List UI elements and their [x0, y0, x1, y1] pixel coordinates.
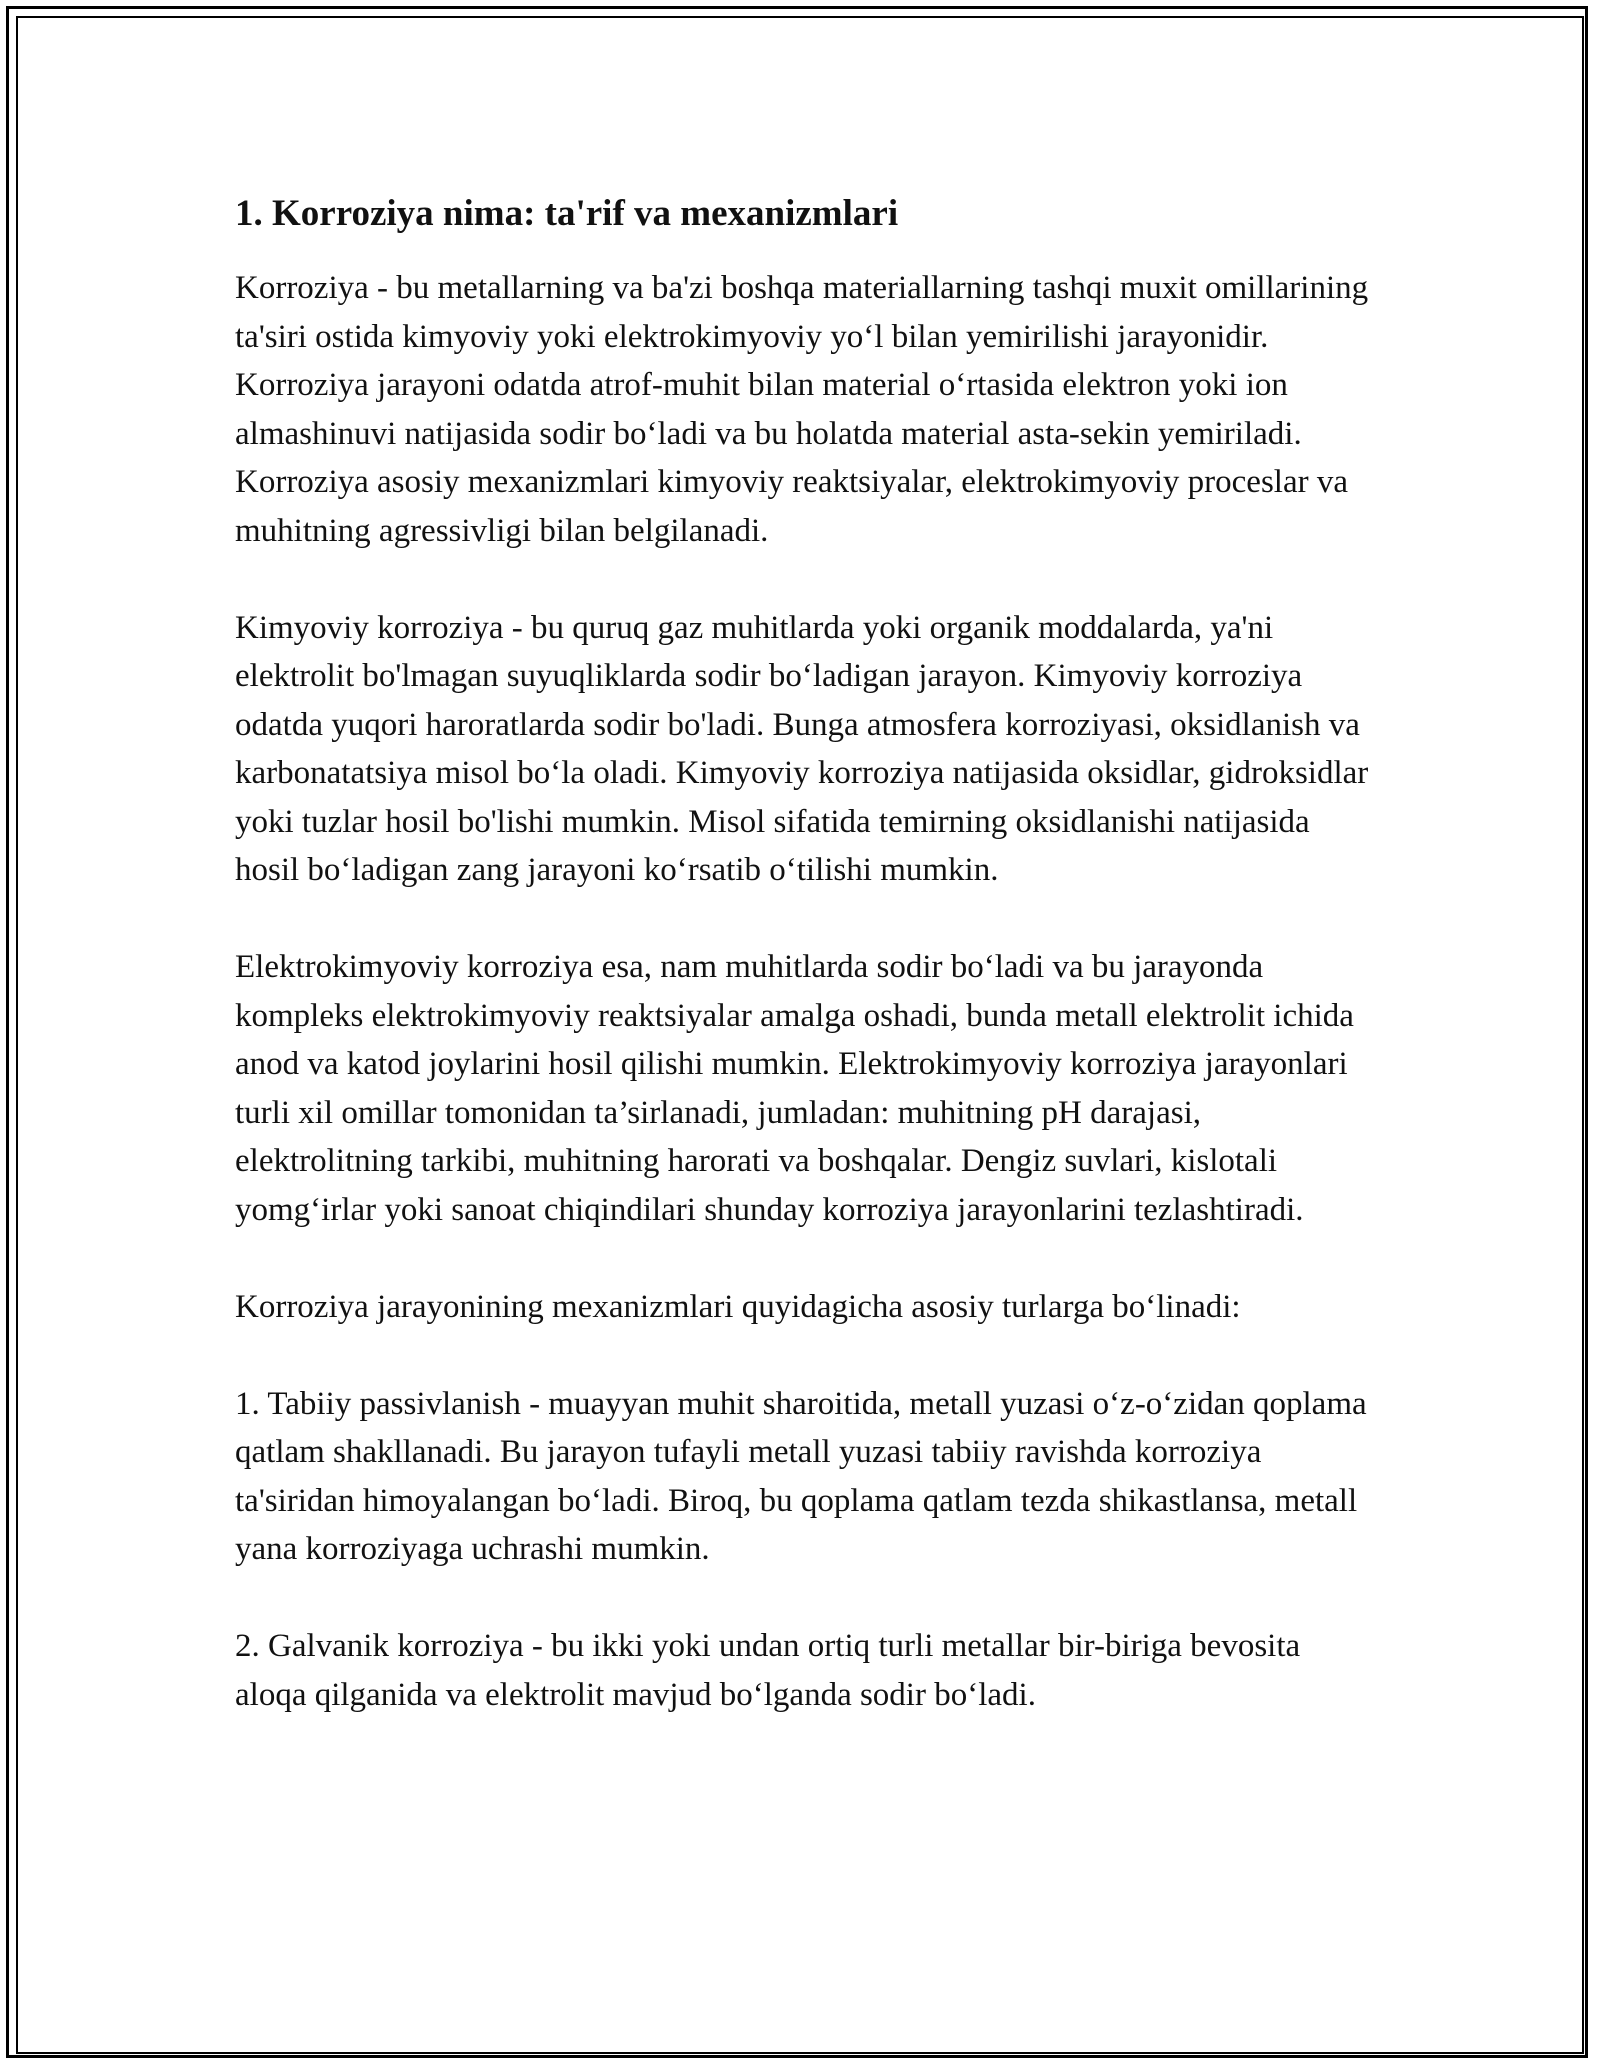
- paragraph-definition: Korroziya - bu metallarning va ba'zi boshqa materiallarning tashqi muxit omillarining ta'siri ostida kimyoviy yoki elektrokimyoviy yo‘l bilan yemirilishi jarayonidir. Korroziya jarayoni odatda atrof-muhit bilan material o‘rtasida elektron yoki ion almashinuvi natijasida sodir bo‘ladi va bu holatda material asta-sekin yemiriladi. Korroziya asosiy mexanizmlari kimyoviy reaktsiyalar, elektrokimyoviy proceslar va muhitning agressivligi bilan belgilanadi.: [235, 270, 1369, 549]
- paragraph-natural-passivation: 1. Tabiiy passivlanish - muayyan muhit sharoitida, metall yuzasi o‘z-o‘zidan qoplama qatlam shakllanadi. Bu jarayon tufayli metall yuzasi tabiiy ravishda korroziya ta'siridan himoyalangan bo‘ladi. Biroq, bu qoplama qatlam tezda shikastlansa, metall yana korroziyaga uchrashi mumkin.: [235, 1385, 1367, 1567]
- section-title: 1. Korroziya nima: ta'rif va mexanizmlari: [235, 193, 899, 234]
- document-body: [235, 190, 1375, 1719]
- paragraph-electrochemical-corrosion: Elektrokimyoviy korroziya esa, nam muhitlarda sodir bo‘ladi va bu jarayonda kompleks elektrokimyoviy reaktsiyalar amalga oshadi, bunda metall elektrolit ichida anod va katod joylarini hosil qilishi mumkin. Elektrokimyoviy korroziya jarayonlari turli xil omillar tomonidan ta’sirlanadi, jumladan: muhitning pH darajasi, elektrolitning tarkibi, muhitning harorati va boshqalar. Dengiz suvlari, kislotali yomg‘irlar yoki sanoat chiqindilari shunday korroziya jarayonlarini tezlashtiradi.: [235, 949, 1354, 1228]
- paragraph-galvanic-corrosion: 2. Galvanik korroziya - bu ikki yoki undan ortiq turli metallar bir-biriga bevosita aloqa qilganida va elektrolit mavjud bo‘lganda sodir bo‘ladi.: [235, 1628, 1301, 1713]
- paragraph-mechanism-intro: Korroziya jarayonining mexanizmlari quyidagicha asosiy turlarga bo‘linadi:: [235, 1288, 1241, 1325]
- paragraph-chemical-corrosion: Kimyoviy korroziya - bu quruq gaz muhitlarda yoki organik moddalarda, ya'ni elektrolit bo'lmagan suyuqliklarda sodir bo‘ladigan jarayon. Kimyoviy korroziya odatda yuqori haroratlarda sodir bo'ladi. Bunga atmosfera korroziyasi, oksidlanish va karbonatatsiya misol bo‘la oladi. Kimyoviy korroziya natijasida oksidlar, gidroksidlar yoki tuzlar hosil bo'lishi mumkin. Misol sifatida temirning oksidlanishi natijasida hosil bo‘ladigan zang jarayoni ko‘rsatib o‘tilishi mumkin.: [235, 609, 1369, 888]
